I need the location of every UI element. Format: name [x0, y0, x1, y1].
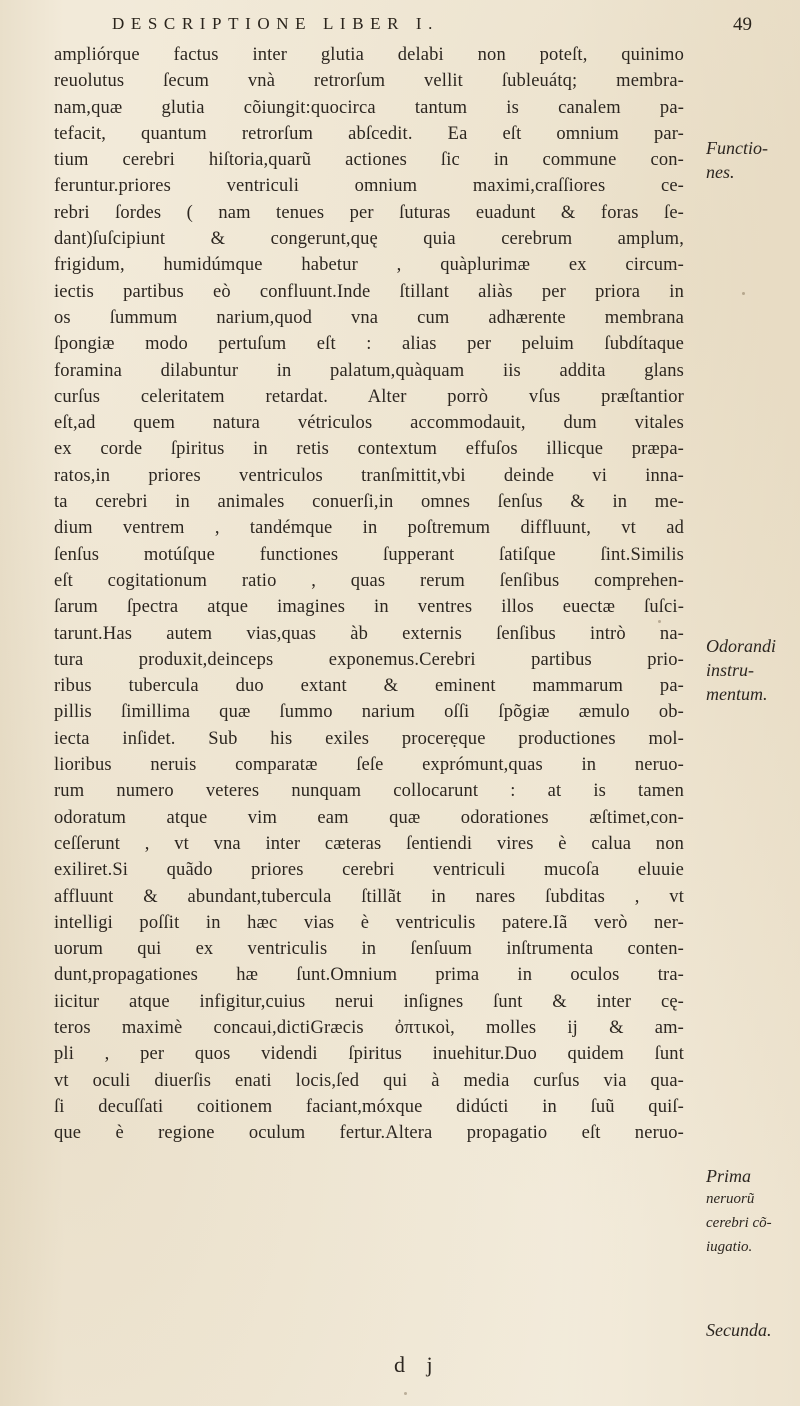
running-head: DESCRIPTIONE LIBER I. — [112, 14, 440, 33]
text-line: dant)ſuſcipiunt & congerunt,quę quia cerebrum amplum, — [54, 229, 684, 250]
text-line: tura produxit,deinceps exponemus.Cerebri partibus prio- — [54, 649, 684, 670]
text-line: affluunt & abundant,tubercula ſtillãt in nares ſubditas , vt — [54, 886, 684, 907]
margin-note-functiones-cont: nes. — [706, 162, 735, 182]
text-line: ratos,in priores ventriculos tranſmittit,vbi deinde vi inna- — [54, 465, 684, 486]
text-line: odoratum atque vim eam quæ odorationes æſtimet,con- — [54, 807, 684, 828]
page-number: 49 — [733, 14, 752, 35]
text-line: eſt,ad quem natura vétriculos accommodauit, dum vitales — [54, 413, 684, 434]
margin-note-odorandi: Odorandi — [706, 636, 777, 656]
text-line: que è regione oculum fertur.Altera propagatio eſt neruo- — [54, 1123, 684, 1144]
main-text — [54, 42, 684, 1146]
text-line: iectis partibus eò confluunt.Inde ſtillant aliàs per priora in — [54, 281, 684, 302]
text-line: ex corde ſpiritus in retis contextum effuſos illicque præpa- — [54, 439, 684, 460]
margin-note-odorandi-cont: instru- — [706, 660, 755, 680]
text-line: rebri ſordes ( nam tenues per ſuturas euadunt & foras ſe- — [54, 202, 684, 223]
text-line: ſarum ſpectra atque imagines in ventres illos euectæ ſuſci- — [54, 597, 684, 618]
text-line: intelligi poſſit in hæc vias è ventriculis patere.Iã verò ner- — [54, 912, 684, 933]
text-line: uorum qui ex ventriculis in ſenſuum inſtrumenta conten- — [54, 939, 684, 960]
text-line: pillis ſimillima quæ ſummo narium oſſi ſpõgiæ æmulo ob- — [54, 702, 684, 723]
text-line: feruntur.priores ventriculi omnium maximi,craſſiores ce- — [54, 176, 684, 197]
text-line: reuolutus ſecum vnà retrorſum vellit ſubleuátq; membra- — [54, 71, 684, 92]
text-line: iicitur atque infigitur,cuius nerui inſignes ſunt & inter cę- — [54, 991, 684, 1012]
text-line: pli , per quos videndi ſpiritus inuehitur.Duo quidem ſunt — [54, 1044, 684, 1065]
text-line: rum numero veteres nunquam collocarunt : at is tamen — [54, 781, 684, 802]
text-line: tarunt.Has autem vias,quas àb externis ſenſibus intrò na- — [54, 623, 684, 644]
margin-note-prima-cont2: cerebri cõ- — [706, 1215, 772, 1231]
ink-speck — [404, 1392, 407, 1395]
text-line: tium cerebri hiſtoria,quarũ actiones ſic in commune con- — [54, 150, 684, 171]
text-line: dunt,propagationes hæ ſunt.Omnium prima in oculos tra- — [54, 965, 684, 986]
text-line: ſi decuſſati coitionem faciant,móxque didúcti in ſuũ quiſ- — [54, 1096, 684, 1117]
text-line: os ſummum narium,quod vna cum adhærente membrana — [54, 307, 684, 328]
text-line: dium ventrem , tandémque in poſtremum diffluunt, vt ad — [54, 518, 684, 539]
text-line: ſpongiæ modo pertuſum eſt : alias per peluim ſubdítaque — [54, 334, 684, 355]
margin-note-odorandi-end: mentum. — [706, 684, 768, 704]
text-line: nam,quæ glutia cõiungit:quocirca tantum is canalem pa- — [54, 97, 684, 118]
text-line: exiliret.Si quãdo priores cerebri ventriculi mucoſa eluuie — [54, 860, 684, 881]
text-line: ceſſerunt , vt vna inter cæteras ſentiendi vires è calua non — [54, 833, 684, 854]
margin-note-prima-cont: neruorũ — [706, 1191, 755, 1207]
text-line: frigidum, humidúmque habetur , quàplurimæ ex circum- — [54, 255, 684, 276]
text-line: lioribus neruis comparatæ ſeſe exprómunt,quas in neruo- — [54, 755, 684, 776]
margin-note-prima: Prima — [706, 1166, 751, 1186]
margin-note-secunda: Secunda. — [706, 1320, 772, 1340]
text-line: ta cerebri in animales conuerſi,in omnes ſenſus & in me- — [54, 492, 684, 513]
page-header — [112, 14, 752, 40]
margin-note-functiones: Functio- — [706, 138, 768, 158]
signature-mark: d j — [394, 1352, 441, 1377]
text-line: iecta inſidet. Sub his exiles procerẹque productiones mol- — [54, 728, 684, 749]
text-line: vt oculi diuerſis enati locis,ſed qui à media curſus via qua- — [54, 1070, 684, 1091]
margin-note-prima-end: iugatio. — [706, 1239, 753, 1255]
text-line: tefacit, quantum retrorſum abſcedit. Ea eſt omnium par- — [54, 123, 684, 144]
text-line: eſt cogitationum ratio , quas rerum ſenſibus comprehen- — [54, 570, 684, 591]
text-line: curſus celeritatem retardat. Alter porrò vſus præſtantior — [54, 386, 684, 407]
text-line: teros maximè concaui,dictiGræcis ὀπτικοὶ, molles ij & am- — [54, 1017, 684, 1038]
ink-speck — [658, 620, 661, 623]
text-line: ribus tubercula duo extant & eminent mammarum pa- — [54, 676, 684, 697]
text-line: foramina dilabuntur in palatum,quàquam iis addita glans — [54, 360, 684, 381]
text-line: ſenſus motúſque functiones ſupperant ſatiſque ſint.Similis — [54, 544, 684, 565]
text-line: ampliórque factus inter glutia delabi non poteſt, quinimo — [54, 45, 684, 65]
ink-speck — [742, 292, 745, 295]
